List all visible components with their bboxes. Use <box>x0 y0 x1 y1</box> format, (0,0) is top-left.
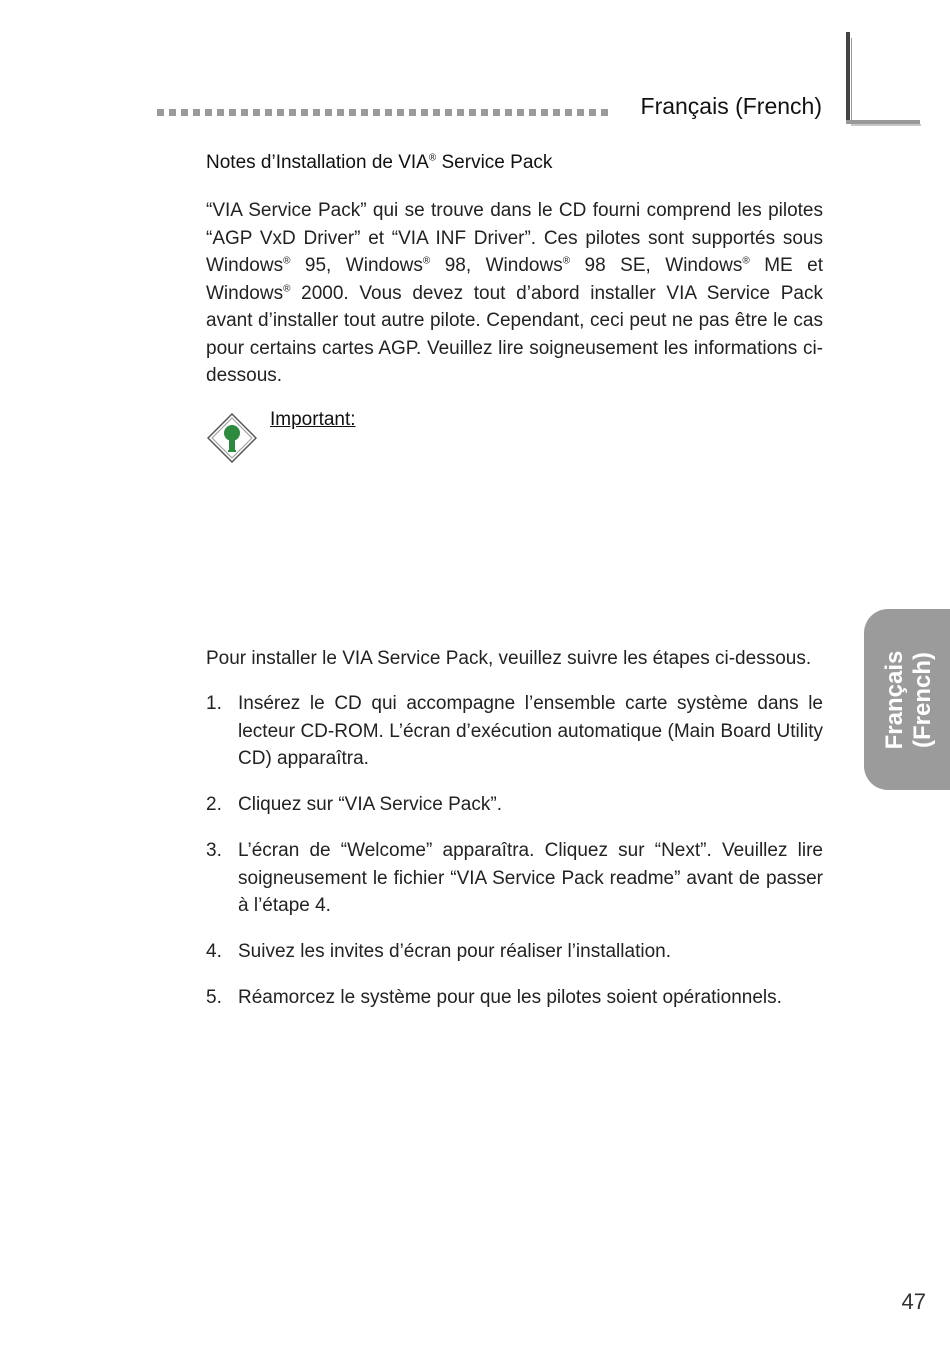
rule-dot <box>313 109 320 116</box>
rule-dot <box>445 109 452 116</box>
rule-dot <box>385 109 392 116</box>
rule-dot <box>529 109 536 116</box>
step-number: 3. <box>206 840 222 861</box>
rule-dot <box>337 109 344 116</box>
corner-mark-vertical-shadow <box>851 38 852 124</box>
step-number: 1. <box>206 693 222 714</box>
list-item <box>206 984 823 1012</box>
step-text: Réamorcez le système pour que les pilotes soient opérationnels. <box>238 987 782 1008</box>
step-text: Suivez les invites d’écran pour réaliser l’installation. <box>238 941 671 962</box>
rule-dot <box>265 109 272 116</box>
rule-dot <box>301 109 308 116</box>
rule-dot <box>217 109 224 116</box>
step-number: 5. <box>206 987 222 1008</box>
rule-dot <box>169 109 176 116</box>
intro-paragraph: “VIA Service Pack” qui se trouve dans le CD fourni comprend les pilotes “AGP VxD Driver” et “VIA INF Driver”. Ces pilotes sont supportés sous Windows® 95, Windows® 98, Windows® 98 SE, Windows® ME et Windows® 2000. Vous devez tout d’abord installer VIA Service Pack avant d’installer tout autre pilote. Cependant, ceci peut ne pas être le cas pour certains cartes AGP. Veuillez lire soigneusement les informations ci-dessous. <box>206 200 824 386</box>
corner-mark-horizontal-shadow <box>851 124 921 126</box>
corner-mark-vertical <box>846 32 850 124</box>
lightbulb-tip-icon <box>207 413 257 468</box>
rule-dot <box>289 109 296 116</box>
rule-dot <box>421 109 428 116</box>
step-number: 2. <box>206 794 222 815</box>
section-title: Notes d’Installation de VIA® Service Pack <box>206 152 553 173</box>
rule-dot <box>193 109 200 116</box>
rule-dot <box>373 109 380 116</box>
rule-dot <box>229 109 236 116</box>
important-label: Important: <box>270 409 356 430</box>
list-item <box>206 938 823 966</box>
rule-dot <box>541 109 548 116</box>
rule-dot <box>181 109 188 116</box>
page-header-title: Français (French) <box>640 93 822 119</box>
header-dotted-rule <box>157 109 608 116</box>
language-side-tab <box>864 609 950 790</box>
rule-dot <box>469 109 476 116</box>
rule-dot <box>433 109 440 116</box>
rule-dot <box>589 109 596 116</box>
install-intro-paragraph: Pour installer le VIA Service Pack, veuillez suivre les étapes ci-dessous. <box>206 648 812 669</box>
page-number: 47 <box>901 1289 926 1314</box>
rule-dot <box>397 109 404 116</box>
rule-dot <box>565 109 572 116</box>
rule-dot <box>601 109 608 116</box>
list-item <box>206 837 823 920</box>
rule-dot <box>553 109 560 116</box>
rule-dot <box>493 109 500 116</box>
rule-dot <box>253 109 260 116</box>
side-tab-label: Français (French) <box>881 650 936 749</box>
step-text: Cliquez sur “VIA Service Pack”. <box>238 794 502 815</box>
rule-dot <box>505 109 512 116</box>
step-text: L’écran de “Welcome” apparaîtra. Cliquez sur “Next”. Veuillez lire soigneusement le fichier “VIA Service Pack readme” avant de passer à l’étape 4. <box>238 840 823 916</box>
rule-dot <box>205 109 212 116</box>
rule-dot <box>517 109 524 116</box>
rule-dot <box>481 109 488 116</box>
rule-dot <box>349 109 356 116</box>
list-item <box>206 791 823 819</box>
install-steps-list <box>206 690 823 1030</box>
rule-dot <box>157 109 164 116</box>
list-item <box>206 690 823 773</box>
rule-dot <box>241 109 248 116</box>
rule-dot <box>577 109 584 116</box>
step-text: Insérez le CD qui accompagne l’ensemble carte système dans le lecteur CD-ROM. L’écran d’exécution automatique (Main Board Utility CD) apparaîtra. <box>238 693 823 769</box>
step-number: 4. <box>206 941 222 962</box>
rule-dot <box>361 109 368 116</box>
rule-dot <box>457 109 464 116</box>
rule-dot <box>277 109 284 116</box>
rule-dot <box>325 109 332 116</box>
rule-dot <box>409 109 416 116</box>
